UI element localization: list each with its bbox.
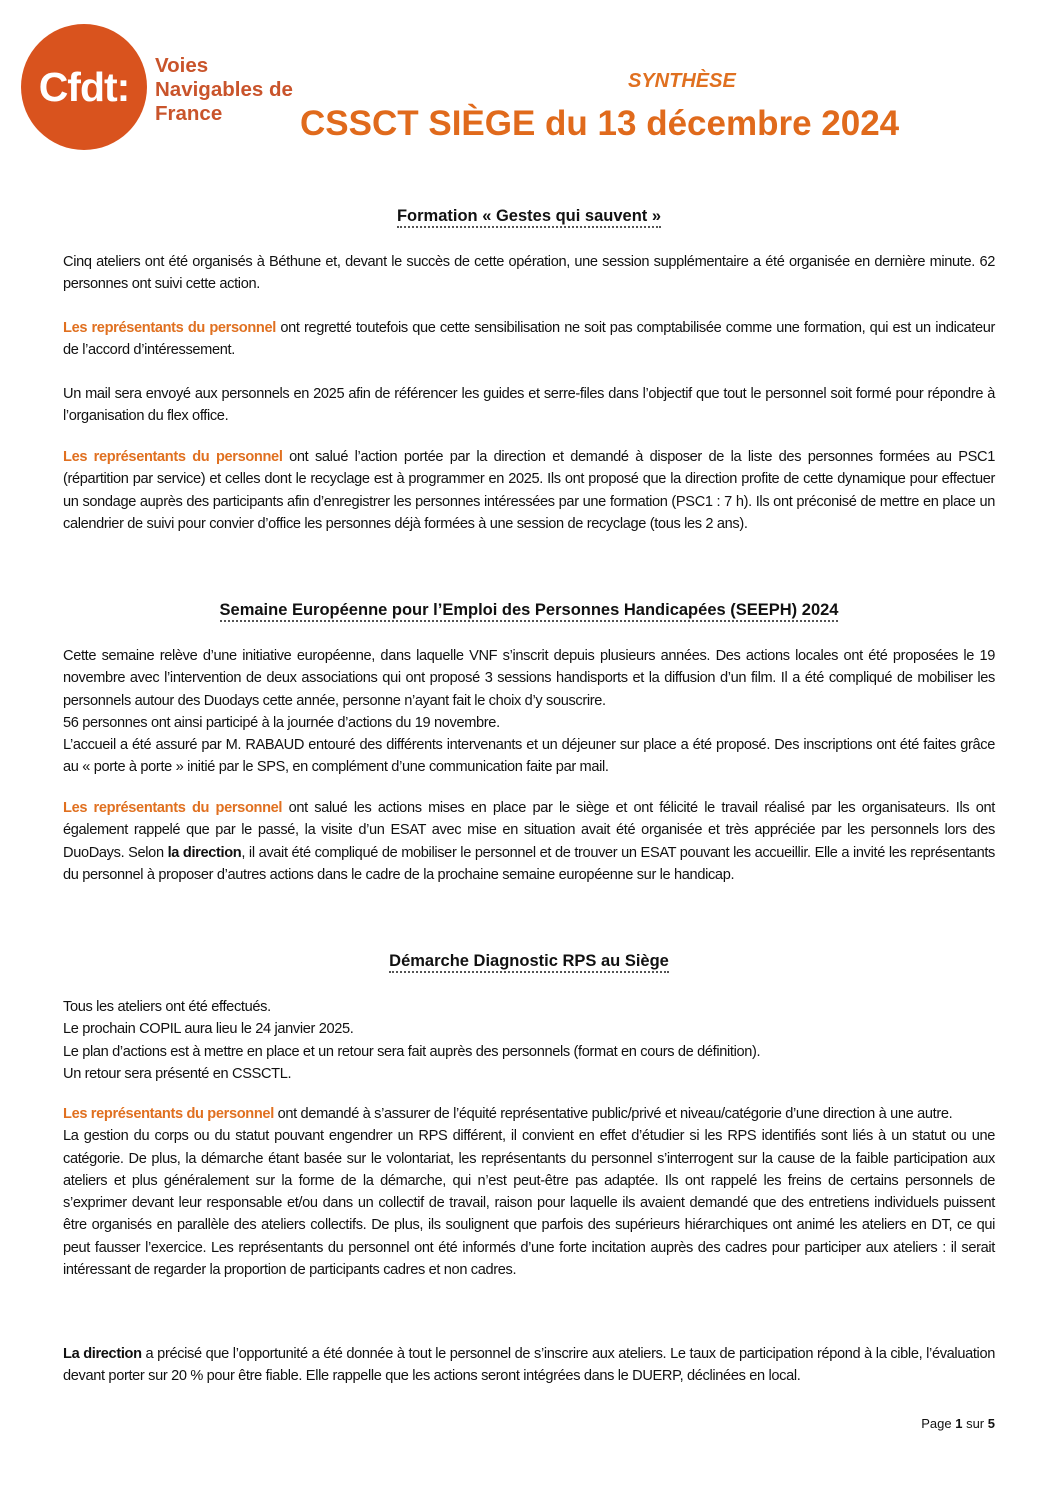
paragraph — [63, 797, 995, 886]
paragraph — [63, 1343, 995, 1388]
paragraph-text: , il avait été compliqué de mobiliser le personnel et de trouver un ESAT pouvant les accueillir. Elle a invité les représentants du personnel à proposer d’autres actions dans le cadre de la prochaine semaine européenne sur le handicap. — [63, 844, 995, 883]
paragraph — [63, 251, 995, 296]
page-label: Page — [921, 1416, 952, 1431]
paragraph-line: Le plan d’actions est à mettre en place et un retour sera fait auprès des personnels (format en cours de définition). — [63, 1043, 761, 1060]
cfdt-logo — [21, 24, 147, 150]
paragraph-text: Un mail sera envoyé aux personnels en 2025 afin de référencer les guides et serre-files dans l’objectif que tout le personnel soit formé pour répondre à l’organisation du flex office. — [63, 386, 995, 425]
org-name-line: France — [155, 102, 223, 125]
paragraph-text: a précisé que l’opportunité a été donnée à tout le personnel de s’inscrire aux ateliers. Le taux de participation répond à la cible, l’évaluation devant porter sur 20 % pour être fiable. Elle rappelle que les actions seront intégrées dans le DUERP, déclinées en local. — [63, 1346, 995, 1385]
org-name-line: Navigables de — [155, 78, 293, 101]
section-heading-text: Formation « Gestes qui sauvent » — [397, 207, 661, 228]
paragraph-text: Cinq ateliers ont été organisés à Béthune et, devant le succès de cette opération, une session supplémentaire a été organisée en dernière minute. 62 personnes ont suivi cette action. — [63, 254, 995, 293]
paragraph-line: Un retour sera présenté en CSSCTL. — [63, 1065, 292, 1082]
document-subtitle: SYNTHÈSE — [628, 70, 736, 92]
direction-label: La direction — [63, 1346, 142, 1362]
paragraph — [63, 317, 995, 362]
representatives-label: Les représentants du personnel — [63, 320, 276, 336]
org-name-line: Voies — [155, 54, 209, 77]
paragraph — [63, 383, 995, 428]
paragraph-text: L’accueil a été assuré par M. RABAUD entouré des différents intervenants et un déjeuner sur place a été proposé. Des inscriptions ont été faites grâce au « porte à porte » initié par le SPS, en complément d’une communication faite par mail. — [63, 737, 995, 776]
paragraph-text: ont demandé à s’assurer de l’équité représentative public/privé et niveau/catégorie d’une direction à une autre. — [273, 1106, 953, 1122]
direction-label: la direction — [167, 844, 242, 861]
paragraph-text: ont salué l’action portée par la direction et demandé à disposer de la liste des personnes formées au PSC1 (répartition par service) et celles dont le recyclage est à programmer en 2025. Ils ont proposé que la direction profite de cette dynamique pour effectuer un sondage auprès des participants afin d’enregistrer les personnes intéressées par une formation (PSC1 : 7 h). Ils ont préconisé de mettre en place un calendrier de suivi pour convier d’office les personnes déjà formées à une session de recyclage (tous les 2 ans). — [63, 449, 995, 532]
section-title-seeph — [0, 601, 1058, 620]
logo-text: Cfdt: — [38, 63, 130, 110]
page-of-label: sur — [966, 1416, 985, 1431]
document-title: CSSCT SIÈGE du 13 décembre 2024 — [300, 104, 900, 143]
paragraph-line: Le prochain COPIL aura lieu le 24 janvier 2025. — [63, 1021, 354, 1038]
paragraph — [63, 1103, 995, 1281]
paragraph-line: 56 personnes ont ainsi participé à la journée d’actions du 19 novembre. — [63, 714, 500, 731]
paragraph-text: ont regretté toutefois que cette sensibilisation ne soit pas comptabilisée comme une formation, qui est un indicateur de l’accord d’intéressement. — [63, 320, 995, 359]
representatives-label: Les représentants du personnel — [63, 449, 283, 465]
page-number — [800, 1416, 995, 1431]
paragraph-line: Tous les ateliers ont été effectués. — [63, 999, 271, 1015]
section-heading-text: Semaine Européenne pour l’Emploi des Personnes Handicapées (SEEPH) 2024 — [220, 601, 839, 622]
section-heading-text: Démarche Diagnostic RPS au Siège — [389, 952, 669, 973]
representatives-label: Les représentants du personnel — [63, 1106, 274, 1122]
page-total: 5 — [987, 1416, 995, 1431]
paragraph-text: Cette semaine relève d’une initiative européenne, dans laquelle VNF s’inscrit depuis plusieurs années. Des actions locales ont été proposées le 19 novembre avec l’intervention de deux associations qui ont proposé 3 sessions handisports et la diffusion d’un film. Il a été compliqué de mobiliser les personnels autour des Duodays cette année, personne n’ayant fait le choix d’y souscrire. — [63, 648, 995, 709]
representatives-label: Les représentants du personnel — [63, 800, 283, 816]
section-title-rps — [0, 952, 1058, 971]
organization-name — [155, 54, 293, 126]
paragraph-text: ont salué les actions mises en place par le siège et ont félicité le travail réalisé par les organisateurs. Ils ont également rappelé que par le passé, la visite d’un ESAT avec mise en situation avait été organisée et très appréciée par les personnels lors des DuoDays. Selon — [63, 800, 995, 861]
paragraph — [63, 996, 995, 1085]
paragraph-text: La gestion du corps ou du statut pouvant engendrer un RPS différent, il convient en effet d’étudier si les RPS identifiés sont liés à un statut ou une catégorie. De plus, la démarche étant basée sur le volontariat, les représentants du personnel s’interrogent sur la cause de la faible participation aux ateliers et plus généralement sur la forme de la démarche, qui n’est peut-être pas adaptée. Ils ont rappelé les freins de certains personnels de s’exprimer devant leur responsable et/ou dans un collectif de travail, raison pour laquelle ils avaient demandé que des entretiens individuels puissent être organisés en parallèle des ateliers collectifs. De plus, ils soulignent que parfois des supérieurs hiérarchiques ont animé les ateliers en DT, ce qui peut fausser l’exercice. Les représentants du personnel ont été informés d’une forte incitation auprès des cadres pour participer aux ateliers : il serait intéressant de regarder la proportion de participants cadres et non cadres. — [63, 1128, 995, 1279]
page-current: 1 — [955, 1416, 963, 1431]
paragraph — [63, 645, 995, 779]
section-title-gestes — [0, 207, 1058, 226]
paragraph — [63, 446, 995, 535]
